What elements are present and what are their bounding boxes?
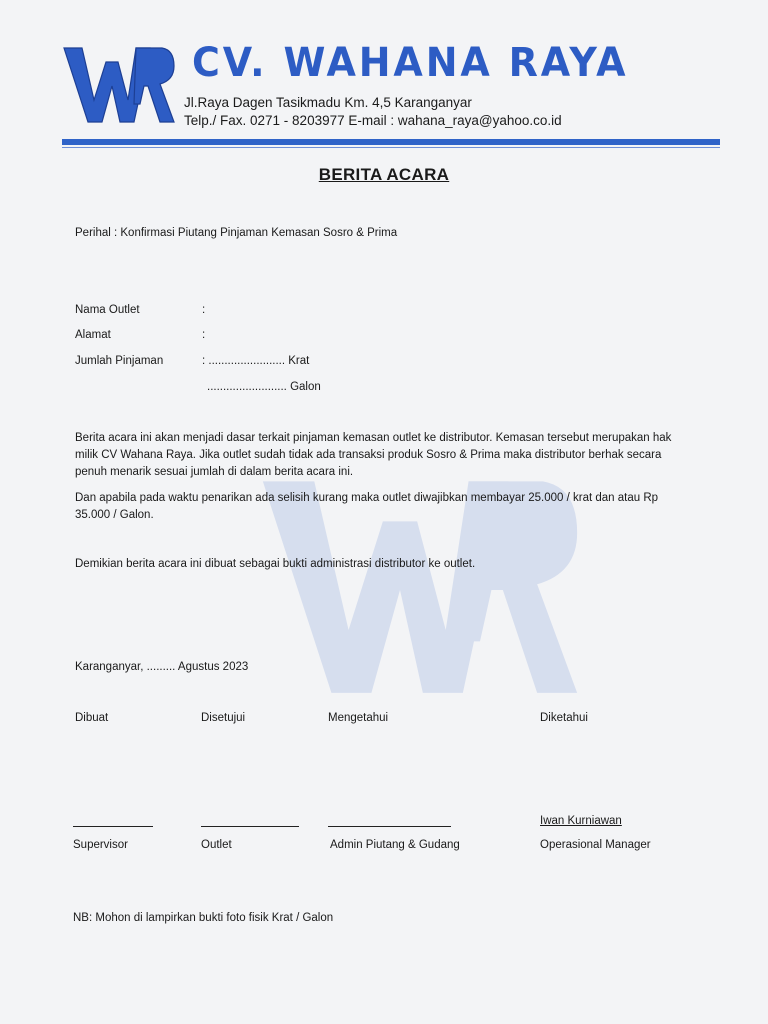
company-address: Jl.Raya Dagen Tasikmadu Km. 4,5 Karanganyar	[184, 95, 472, 110]
loan-krat-line: : ........................ Krat	[202, 355, 310, 367]
header-rule	[62, 139, 720, 145]
role-outlet: Outlet	[201, 839, 232, 851]
role-admin: Admin Piutang & Gudang	[330, 839, 460, 851]
sig-line-supervisor	[73, 826, 153, 827]
place-date: Karanganyar, ......... Agustus 2023	[75, 661, 249, 673]
loan-galon-line: ......................... Galon	[207, 381, 321, 393]
outlet-label: Nama Outlet	[75, 304, 140, 316]
outlet-separator: :	[202, 304, 206, 316]
paragraph-3: Demikian berita acara ini dibuat sebagai bukti administrasi distributor ke outlet.	[75, 558, 476, 570]
role-supervisor: Supervisor	[73, 839, 128, 851]
company-name: CV. WAHANA RAYA	[192, 40, 629, 86]
address-separator: :	[202, 329, 206, 341]
paragraph-1: Berita acara ini akan menjadi dasar terkait pinjaman kemasan outlet ke distributor. Kemasan tersebut merupakan hak milik CV Wahana Raya. Jika outlet sudah tidak ada transaksi produk Sosro & Prima maka distributor berhak secara penuh menarik sesuai jumlah di dalam berita acara ini.	[75, 432, 672, 478]
company-contact: Telp./ Fax. 0271 - 8203977 E-mail : wahana_raya@yahoo.co.id	[184, 113, 562, 128]
loan-label: Jumlah Pinjaman	[75, 355, 164, 367]
sig-heading-dibuat: Dibuat	[75, 712, 109, 724]
sig-line-admin	[328, 826, 451, 827]
role-manager: Operasional Manager	[540, 839, 651, 851]
header-rule-thin	[62, 147, 720, 148]
address-label: Alamat	[75, 329, 111, 341]
subject-line: Perihal : Konfirmasi Piutang Pinjaman Kemasan Sosro & Prima	[75, 227, 398, 239]
footnote: NB: Mohon di lampirkan bukti foto fisik Krat / Galon	[73, 912, 334, 924]
sig-name-manager: Iwan Kurniawan	[540, 815, 622, 827]
document-title: BERITA ACARA	[318, 165, 450, 184]
sig-heading-mengetahui: Mengetahui	[328, 712, 389, 724]
sig-heading-diketahui: Diketahui	[540, 712, 588, 724]
company-logo	[62, 44, 176, 128]
sig-heading-disetujui: Disetujui	[201, 712, 246, 724]
sig-line-outlet	[201, 826, 299, 827]
paragraph-2: Dan apabila pada waktu penarikan ada selisih kurang maka outlet diwajibkan membayar 25.000 / krat dan atau Rp 35.000 / Galon.	[75, 492, 659, 521]
